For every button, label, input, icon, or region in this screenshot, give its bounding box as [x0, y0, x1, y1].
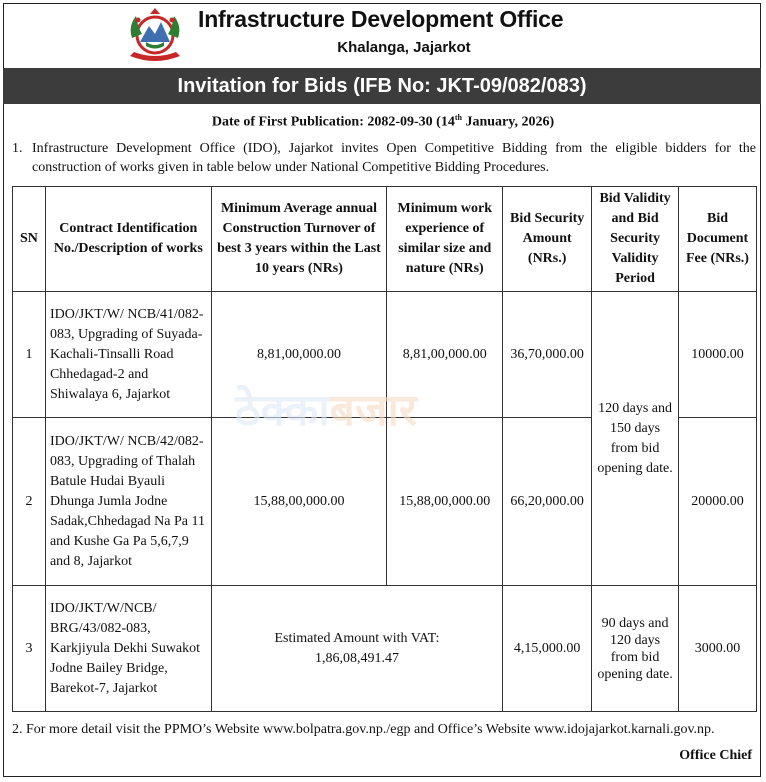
intro-paragraph [12, 139, 756, 177]
header-turnover: Minimum Average annual Construction Turnover of best 3 years within the Last 10 years (NRs) [211, 187, 387, 292]
signature-office-chief: Office Chief [679, 748, 752, 763]
publication-date: Date of First Publication: 2082-09-30 (14th January, 2026) [211, 113, 555, 130]
bids-table [12, 186, 757, 712]
intro-number: 1. [12, 141, 23, 156]
table-row [13, 586, 757, 712]
header-sn: SN [13, 187, 46, 292]
table-row [13, 292, 757, 418]
office-title: Infrastructure Development Office [198, 6, 564, 32]
row-estimate: Estimated Amount with VAT: 1,86,08,491.47 [211, 586, 503, 712]
row-experience: 15,88,00,000.00 [387, 418, 503, 586]
header-validity: Bid Validity and Bid Security Validity Period [592, 187, 679, 292]
row-contract: IDO/JKT/W/ NCB/42/082-083, Upgrading of Thalah Batule Hudai Byauli Dhunga Jumla Jodne Sadak,Chhedagad Na Pa 11 and Kushe Ga Pa 5,6,7,9 and 8, Jajarkot [45, 418, 211, 586]
row-fee: 10000.00 [678, 292, 756, 418]
header-contract: Contract Identification No./Description of works [45, 187, 211, 292]
row-sn: 3 [13, 586, 46, 712]
header-security: Bid Security Amount (NRs.) [503, 187, 592, 292]
intro-text: Infrastructure Development Office (IDO), Jajarkot invites Open Competitive Bidding from the eligible bidders for the construction of works given in table below under National Competitive Bidding Procedures. [32, 141, 756, 175]
row-security: 4,15,000.00 [503, 586, 592, 712]
row-sn: 2 [13, 418, 46, 586]
watermark: ठेक्काबजार [235, 385, 417, 436]
row-validity: 90 days and 120 days from bid opening date. [592, 586, 679, 712]
row-sn: 1 [13, 292, 46, 418]
row-fee: 20000.00 [678, 418, 756, 586]
row-contract: IDO/JKT/W/ NCB/41/082-083, Upgrading of Suyada-Kachali-Tinsalli Road Chhedagad-2 and Shiwalaya 6, Jajarkot [45, 292, 211, 418]
row-turnover: 15,88,00,000.00 [211, 418, 387, 586]
row-validity-merged: 120 days and 150 days from bid opening date. [592, 292, 679, 586]
header-experience: Minimum work experience of similar size and nature (NRs) [387, 187, 503, 292]
row-security: 66,20,000.00 [503, 418, 592, 586]
row-experience: 8,81,00,000.00 [387, 292, 503, 418]
footer-note: 2. For more detail visit the PPMO’s Website www.bolpatra.gov.np./egp and Office’s Website www.idojajarkot.karnali.gov.np. [12, 722, 715, 737]
row-turnover: 8,81,00,000.00 [211, 292, 387, 418]
row-fee: 3000.00 [678, 586, 756, 712]
ifb-banner: Invitation for Bids (IFB No: JKT-09/082/083) [3, 68, 761, 104]
header-fee: Bid Document Fee (NRs.) [678, 187, 756, 292]
table-header-row [13, 187, 757, 292]
row-security: 36,70,000.00 [503, 292, 592, 418]
row-contract: IDO/JKT/W/NCB/ BRG/43/082-083, Karkjiyula Dekhi Suwakot Jodne Bailey Bridge, Barekot-7, Jajarkot [45, 586, 211, 712]
office-location: Khalanga, Jajarkot [337, 39, 471, 56]
